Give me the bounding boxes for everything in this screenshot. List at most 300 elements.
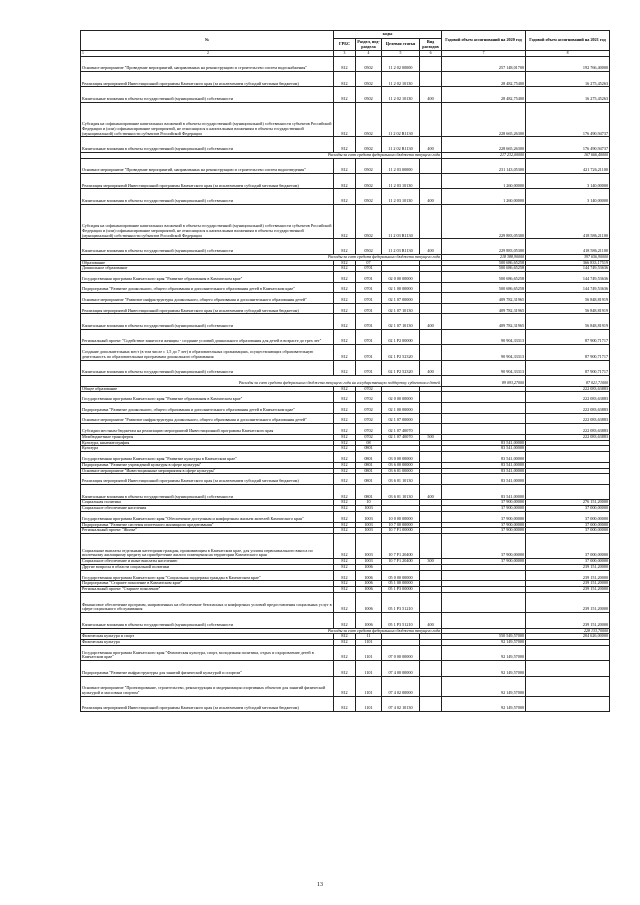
- row-razdel: 0801: [356, 484, 382, 499]
- row-vid: 500: [420, 434, 442, 440]
- row-target: 11 2 02 R1130: [382, 102, 420, 137]
- header-razdel: Раздел, под- раздела: [356, 38, 382, 51]
- table-row: [81, 282, 610, 293]
- row-razdel: 0801: [356, 446, 382, 452]
- row-amount-2021: 87 021,71000: [526, 376, 610, 387]
- row-grbs: 812: [334, 260, 356, 266]
- row-razdel: 1101: [356, 645, 382, 660]
- table-row: [81, 303, 610, 314]
- row-target: 11 2 03 R1130: [382, 204, 420, 239]
- row-target: 10 0 00 00000: [382, 511, 420, 522]
- row-target: 03 6 01 00000: [382, 468, 420, 474]
- row-razdel: 0701: [356, 303, 382, 314]
- row-grbs: 812: [334, 173, 356, 188]
- row-grbs: 812: [334, 314, 356, 329]
- row-grbs: 812: [334, 474, 356, 485]
- row-grbs: 812: [334, 645, 356, 660]
- row-grbs: 812: [334, 403, 356, 414]
- row-amount-2020: 229 883,05300: [442, 239, 526, 254]
- row-razdel: 0801: [356, 474, 382, 485]
- row-target: 07 4 02 10130: [382, 696, 420, 711]
- row-amount-2021: 37 000,00000: [526, 506, 610, 512]
- row-amount-2021: 56 848,81919: [526, 293, 610, 304]
- row-name: Капитальные вложения в объекты государственной (муниципальной) собственности: [81, 189, 334, 204]
- column-index-cell: 8: [526, 51, 610, 56]
- column-index-cell: 5: [382, 51, 420, 56]
- row-razdel: 0701: [356, 266, 382, 272]
- row-amount-2020: 550 549,57000: [442, 634, 526, 640]
- row-grbs: 812: [334, 522, 356, 528]
- row-amount-2021: 222 083,63883: [526, 434, 610, 440]
- row-razdel: 0502: [356, 204, 382, 239]
- row-razdel: 1003: [356, 534, 382, 559]
- table-row: [81, 293, 610, 304]
- row-vid: [420, 474, 442, 485]
- table-row: [81, 392, 610, 403]
- row-grbs: 812: [334, 634, 356, 640]
- row-amount-2020: 89 093,27000: [442, 376, 526, 387]
- table-row: [81, 173, 610, 188]
- row-amount-2021: 144 749,53636: [526, 266, 610, 272]
- row-amount-2021: 37 000,00000: [526, 534, 610, 559]
- row-razdel: 0502: [356, 239, 382, 254]
- row-target: 11 2 02 10130: [382, 87, 420, 102]
- table-row: [81, 511, 610, 522]
- row-razdel: 1101: [356, 640, 382, 646]
- table-row: [81, 87, 610, 102]
- row-name: Подпрограмма "Развитие дошкольного, общего образования и дополнительного образования детей в Камчатском крае": [81, 403, 334, 414]
- row-vid: [420, 56, 442, 71]
- row-amount-2020: 37 900,00000: [442, 500, 526, 506]
- row-name: Региональный проект "Содействие занятости женщин - создание условий дошкольного образования для детей в возрасте до трех лет": [81, 329, 334, 344]
- row-amount-2021: 3 140,00000: [526, 189, 610, 204]
- row-target: 02 1 00 00000: [382, 403, 420, 414]
- row-vid: [420, 345, 442, 360]
- row-name: Субсидия на софинансирование капитальных вложений в объекты государственной (муниципальной) собственности субъектов Российской Федерации и (или) софинансирование мероприятий, не относящихся к капитальным вложениям в объекты государственной (муниципальной) собственности субъектов Российской Федерации: [81, 102, 334, 137]
- row-grbs: 812: [334, 71, 356, 86]
- row-vid: 400: [420, 314, 442, 329]
- row-razdel: 1003: [356, 559, 382, 565]
- row-razdel: 1003: [356, 506, 382, 512]
- row-grbs: 812: [334, 640, 356, 646]
- row-target: 05 1 00 00000: [382, 581, 420, 587]
- row-grbs: 812: [334, 592, 356, 612]
- row-amount-2021: 418 586,21100: [526, 204, 610, 239]
- row-target: 07 0 00 00000: [382, 645, 420, 660]
- row-amount-2020: 83 541,00000: [442, 468, 526, 474]
- row-amount-2021: 222 083,63883: [526, 424, 610, 435]
- row-razdel: 08: [356, 440, 382, 446]
- row-vid: 400: [420, 189, 442, 204]
- row-amount-2021: 87 900,71717: [526, 360, 610, 375]
- row-vid: [420, 645, 442, 660]
- row-amount-2020: 409 782,31965: [442, 293, 526, 304]
- row-target: 05 1 P3 00000: [382, 587, 420, 593]
- note-text: Расходы за счет средств федерального бюджета текущего года на государственную поддержку субъектов и детей: [81, 376, 442, 387]
- row-amount-2020: 92 149,57000: [442, 640, 526, 646]
- row-razdel: 0502: [356, 173, 382, 188]
- row-vid: [420, 511, 442, 522]
- row-name: Основное мероприятие "Развитие инфраструктуры дошкольного, общего образования и дополнительного образования детей": [81, 413, 334, 424]
- row-grbs: 812: [334, 613, 356, 628]
- row-target: 11 2 02 R1130: [382, 137, 420, 152]
- row-razdel: 1006: [356, 581, 382, 587]
- row-name: Создание дополнительных мест (в том числе с 1,5 до 7 лет) в образовательных организациях, осуществляющих образовательную деятельность по образовательным программам дошкольного образования: [81, 345, 334, 360]
- row-grbs: 812: [334, 462, 356, 468]
- row-grbs: 812: [334, 345, 356, 360]
- row-target: 07 4 00 00000: [382, 661, 420, 676]
- table-row: [81, 329, 610, 344]
- row-razdel: 0502: [356, 102, 382, 137]
- note-text: Расходы за счет средств федерального бюджета текущего года: [81, 628, 442, 634]
- row-name: Государственная программа Камчатского края "Развитие образования в Камчатском крае": [81, 272, 334, 283]
- row-name: Физическая культура: [81, 640, 334, 646]
- row-target: 02 0 00 00000: [382, 392, 420, 403]
- row-amount-2021: [526, 696, 610, 711]
- row-grbs: 812: [334, 239, 356, 254]
- table-row: [81, 314, 610, 329]
- row-vid: [420, 661, 442, 676]
- row-amount-2020: 409 782,31965: [442, 314, 526, 329]
- row-target: 03 6 01 10130: [382, 474, 420, 485]
- row-name: Подпрограмма "Старшее поколение в Камчатском крае": [81, 581, 334, 587]
- row-target: 11 2 03 10130: [382, 189, 420, 204]
- row-grbs: 812: [334, 511, 356, 522]
- row-grbs: 812: [334, 661, 356, 676]
- row-razdel: 0701: [356, 293, 382, 304]
- row-name: Реализация мероприятий Инвестиционной программы Камчатского края (за исключением субсидий местным бюджетам): [81, 173, 334, 188]
- row-razdel: 0801: [356, 452, 382, 463]
- note-row: [81, 376, 610, 387]
- row-razdel: 1101: [356, 661, 382, 676]
- row-amount-2020: 228 665,26300: [442, 137, 526, 152]
- row-amount-2020: [442, 592, 526, 612]
- row-vid: [420, 570, 442, 581]
- row-amount-2020: 90 904,33313: [442, 360, 526, 375]
- table-row: [81, 71, 610, 86]
- header-target: Целевая статья: [382, 38, 420, 51]
- table-row: [81, 413, 610, 424]
- row-amount-2020: [442, 424, 526, 435]
- header-codes: коды: [334, 31, 442, 39]
- row-grbs: 812: [334, 581, 356, 587]
- row-name: Реализация мероприятий Инвестиционной программы Камчатского края (за исключением субсидий местным бюджетам): [81, 474, 334, 485]
- row-target: 02 1 07 00000: [382, 413, 420, 424]
- row-vid: 400: [420, 87, 442, 102]
- row-name: Социальные выплаты отдельным категориям граждан, проживающим в Камчатском крае, для уплаты первоначального взноса по ипотечному жилищному кредиту на приобретение жилого помещения на территории Камчатского края: [81, 534, 334, 559]
- row-vid: [420, 452, 442, 463]
- table-row: [81, 452, 610, 463]
- row-grbs: 812: [334, 484, 356, 499]
- row-amount-2020: 92 149,57000: [442, 676, 526, 696]
- row-target: 05 1 P3 51210: [382, 613, 420, 628]
- row-amount-2020: 83 541,00000: [442, 484, 526, 499]
- row-razdel: 11: [356, 634, 382, 640]
- row-grbs: 812: [334, 189, 356, 204]
- row-amount-2020: 1 260,00000: [442, 189, 526, 204]
- table-row: [81, 534, 610, 559]
- column-index-cell: 7: [442, 51, 526, 56]
- row-amount-2020: 229 883,05300: [442, 204, 526, 239]
- row-vid: [420, 329, 442, 344]
- table-row: [81, 158, 610, 173]
- row-vid: [420, 303, 442, 314]
- row-razdel: 0701: [356, 345, 382, 360]
- row-amount-2021: [526, 484, 610, 499]
- row-grbs: 812: [334, 506, 356, 512]
- header-amount-2020: Годовой объем ассигнований на 2020 год: [442, 31, 526, 51]
- row-grbs: 812: [334, 413, 356, 424]
- row-name: Социальная политика: [81, 500, 334, 506]
- row-razdel: 1006: [356, 592, 382, 612]
- row-razdel: 07: [356, 260, 382, 266]
- row-vid: [420, 158, 442, 173]
- row-razdel: 0502: [356, 87, 382, 102]
- row-amount-2021: 3 140,00000: [526, 173, 610, 188]
- row-razdel: 0502: [356, 56, 382, 71]
- row-name: Общее образование: [81, 386, 334, 392]
- row-amount-2021: 144 749,53636: [526, 272, 610, 283]
- row-amount-2021: 239 151,20000: [526, 613, 610, 628]
- row-amount-2020: [442, 570, 526, 581]
- row-name: Образование: [81, 260, 334, 266]
- row-vid: 400: [420, 484, 442, 499]
- column-index-1: 1: [82, 51, 84, 56]
- row-target: 10 7 00 00000: [382, 522, 420, 528]
- row-amount-2021: 239 151,20000: [526, 564, 610, 570]
- row-target: 10 7 F1 00000: [382, 528, 420, 534]
- row-amount-2021: 239 151,20000: [526, 587, 610, 593]
- row-amount-2021: 397 656,90000: [526, 254, 610, 260]
- row-target: 05 0 00 00000: [382, 570, 420, 581]
- row-amount-2021: 222 083,63883: [526, 413, 610, 424]
- table-row: [81, 360, 610, 375]
- row-target: 02 1 07 10130: [382, 303, 420, 314]
- row-amount-2020: 37 900,00000: [442, 559, 526, 565]
- row-razdel: 1101: [356, 696, 382, 711]
- table-row: [81, 189, 610, 204]
- row-name: Социальное обеспечение населения: [81, 506, 334, 512]
- row-grbs: 812: [334, 137, 356, 152]
- row-amount-2021: 421 726,21100: [526, 158, 610, 173]
- row-razdel: 1006: [356, 587, 382, 593]
- row-amount-2021: 87 900,71717: [526, 329, 610, 344]
- row-name: Государственная программа Камчатского края "Обеспечение доступным и комфортным жильем жителей Камчатского края": [81, 511, 334, 522]
- row-grbs: 812: [334, 587, 356, 593]
- row-vid: [420, 282, 442, 293]
- row-name: Культура: [81, 446, 334, 452]
- row-grbs: 812: [334, 282, 356, 293]
- row-grbs: 812: [334, 440, 356, 446]
- row-name: Государственная программа Камчатского края "Физическая культура, спорт, молодежная политика, отдых и оздоровление детей в Камчатском крае": [81, 645, 334, 660]
- row-target: 02 1 P2 52320: [382, 345, 420, 360]
- row-name: Подпрограмма "Развитие учреждений культуры в сфере культуры": [81, 462, 334, 468]
- row-amount-2020: 83 541,00000: [442, 452, 526, 463]
- row-vid: [420, 413, 442, 424]
- row-amount-2020: 231 143,05300: [442, 158, 526, 173]
- row-grbs: 812: [334, 158, 356, 173]
- row-amount-2021: 16 275,45263: [526, 87, 610, 102]
- row-vid: [420, 102, 442, 137]
- row-amount-2020: 92 149,57000: [442, 661, 526, 676]
- table-row: [81, 204, 610, 239]
- row-target: 02 1 P2 00000: [382, 329, 420, 344]
- row-target: 11 2 02 10130: [382, 71, 420, 86]
- row-grbs: 812: [334, 676, 356, 696]
- row-razdel: 0502: [356, 137, 382, 152]
- row-amount-2021: 418 586,21100: [526, 239, 610, 254]
- row-grbs: 812: [334, 468, 356, 474]
- table-row: [81, 484, 610, 499]
- row-razdel: 1003: [356, 522, 382, 528]
- row-amount-2020: 257 148,01700: [442, 56, 526, 71]
- row-razdel: 0702: [356, 413, 382, 424]
- row-target: 02 1 P2 52320: [382, 360, 420, 375]
- row-amount-2020: 409 782,31965: [442, 303, 526, 314]
- row-amount-2021: 56 848,81919: [526, 303, 610, 314]
- row-razdel: 0502: [356, 71, 382, 86]
- row-amount-2021: 167 666,40000: [526, 152, 610, 158]
- table-row: [81, 102, 610, 137]
- row-razdel: 0502: [356, 189, 382, 204]
- row-amount-2020: 92 149,57000: [442, 696, 526, 711]
- row-amount-2021: 204 626,00000: [526, 634, 610, 640]
- row-target: 11 2 03 00000: [382, 158, 420, 173]
- row-name: Субсидии местным бюджетам на реализацию мероприятий Инвестиционной программы Камчатского края: [81, 424, 334, 435]
- row-target: 11 2 02 00000: [382, 56, 420, 71]
- row-grbs: 812: [334, 386, 356, 392]
- row-name: Межбюджетные трансферты: [81, 434, 334, 440]
- row-amount-2021: 239 151,20000: [526, 581, 610, 587]
- row-amount-2021: 222 083,63883: [526, 403, 610, 414]
- row-amount-2021: 176 490,94737: [526, 102, 610, 137]
- row-amount-2020: 90 904,33313: [442, 329, 526, 344]
- row-vid: 400: [420, 239, 442, 254]
- row-vid: 400: [420, 360, 442, 375]
- row-name: Государственная программа Камчатского края "Развитие культуры в Камчатском крае": [81, 452, 334, 463]
- row-amount-2021: 37 000,00000: [526, 559, 610, 565]
- row-grbs: 812: [334, 102, 356, 137]
- table-row: [81, 137, 610, 152]
- row-amount-2021: 176 490,94737: [526, 137, 610, 152]
- row-name: Основное мероприятие "Развитие инфраструктуры дошкольного, общего образования и дополнительного образования детей": [81, 293, 334, 304]
- row-amount-2021: 366 833,17519: [526, 260, 610, 266]
- row-vid: 300: [420, 559, 442, 565]
- row-name: Основное мероприятие "Проведение мероприятий, направленных на реконструкцию и строительство систем водоснабжения": [81, 56, 334, 71]
- table-row: [81, 592, 610, 612]
- row-grbs: 812: [334, 534, 356, 559]
- row-amount-2020: 90 904,33313: [442, 345, 526, 360]
- table-row: [81, 403, 610, 414]
- header-grbs: ГРБС: [334, 38, 356, 51]
- row-razdel: 1101: [356, 676, 382, 696]
- row-amount-2020: 37 900,00000: [442, 506, 526, 512]
- row-amount-2020: 28 482,75400: [442, 71, 526, 86]
- row-grbs: 812: [334, 204, 356, 239]
- row-target: 02 1 07 10130: [382, 314, 420, 329]
- row-name: Подпрограмма "Развитие дошкольного, общего образования и дополнительного образования детей в Камчатском крае": [81, 282, 334, 293]
- column-index-2: 2: [207, 51, 209, 56]
- row-target: 02 1 07 00000: [382, 293, 420, 304]
- row-grbs: 812: [334, 87, 356, 102]
- column-index-cell: 4: [356, 51, 382, 56]
- row-name: Реализация мероприятий Инвестиционной программы Камчатского края (за исключением субсидий местным бюджетам): [81, 696, 334, 711]
- row-razdel: 0701: [356, 282, 382, 293]
- row-grbs: 812: [334, 424, 356, 435]
- row-grbs: 812: [334, 564, 356, 570]
- row-razdel: 0702: [356, 424, 382, 435]
- row-target: 10 7 F1 20400: [382, 559, 420, 565]
- table-row: [81, 570, 610, 581]
- row-amount-2021: [526, 474, 610, 485]
- budget-table: [80, 30, 610, 712]
- row-name: Региональный проект "Старшее поколение": [81, 587, 334, 593]
- table-row: [81, 661, 610, 676]
- row-amount-2021: [526, 645, 610, 660]
- row-grbs: 812: [334, 696, 356, 711]
- row-amount-2020: 500 686,65258: [442, 282, 526, 293]
- header-amount-2021: Годовой объем ассигнований на 2021 год: [526, 31, 610, 51]
- row-razdel: 1006: [356, 570, 382, 581]
- row-razdel: 1003: [356, 528, 382, 534]
- row-target: 05 1 P3 51210: [382, 592, 420, 612]
- row-razdel: 0701: [356, 329, 382, 344]
- row-amount-2020: 83 541,00000: [442, 440, 526, 446]
- row-amount-2020: [442, 403, 526, 414]
- row-razdel: 0702: [356, 386, 382, 392]
- row-grbs: 812: [334, 446, 356, 452]
- row-amount-2021: 222 083,63883: [526, 392, 610, 403]
- row-grbs: 812: [334, 392, 356, 403]
- row-amount-2020: 37 900,00000: [442, 511, 526, 522]
- row-name: Капитальные вложения в объекты государственной (муниципальной) собственности: [81, 239, 334, 254]
- row-vid: [420, 534, 442, 559]
- header-vid: Вид расходов: [420, 38, 442, 51]
- row-name: Подпрограмма "Развитие системы ипотечного жилищного кредитования": [81, 522, 334, 528]
- row-vid: 400: [420, 137, 442, 152]
- row-amount-2020: 218 388,90000: [442, 254, 526, 260]
- row-name: Основное мероприятие "Проектирование, строительство, реконструкция и модернизация спортивных объектов для занятий физической культурой и массовым спортом": [81, 676, 334, 696]
- row-amount-2020: 500 686,65258: [442, 260, 526, 266]
- row-amount-2021: 87 900,71717: [526, 345, 610, 360]
- column-index-cell: 6: [420, 51, 442, 56]
- row-razdel: 1003: [356, 511, 382, 522]
- row-amount-2021: 192 766,40000: [526, 56, 610, 71]
- note-text: Расходы за счет средств федерального бюджета текущего года: [81, 254, 442, 260]
- row-target: 03 0 00 00000: [382, 452, 420, 463]
- row-razdel: 0702: [356, 392, 382, 403]
- table-row: [81, 676, 610, 696]
- row-grbs: 812: [334, 500, 356, 506]
- header-number: №: [81, 31, 334, 51]
- table-row: [81, 424, 610, 435]
- row-grbs: 812: [334, 434, 356, 440]
- row-name: Физическая культура и спорт: [81, 634, 334, 640]
- note-text: Расходы за счет средств федерального бюджета текущего года: [81, 152, 442, 158]
- row-amount-2020: 83 541,00000: [442, 474, 526, 485]
- row-amount-2020: 83 541,00000: [442, 462, 526, 468]
- row-name: Капитальные вложения в объекты государственной (муниципальной) собственности: [81, 360, 334, 375]
- row-name: Социальное обеспечение и иные выплаты населению: [81, 559, 334, 565]
- row-vid: [420, 592, 442, 612]
- table-row: [81, 645, 610, 660]
- row-grbs: 812: [334, 272, 356, 283]
- row-razdel: 0702: [356, 403, 382, 414]
- row-razdel: 0801: [356, 468, 382, 474]
- row-vid: [420, 173, 442, 188]
- row-vid: [420, 392, 442, 403]
- row-name: Субсидия на софинансирование капитальных вложений в объекты государственной (муниципальной) собственности субъектов Российской Федерации и (или) софинансирование мероприятий, не относящихся к капитальным вложениям в объекты государственной (муниципальной) собственности субъектов Российской Федерации: [81, 204, 334, 239]
